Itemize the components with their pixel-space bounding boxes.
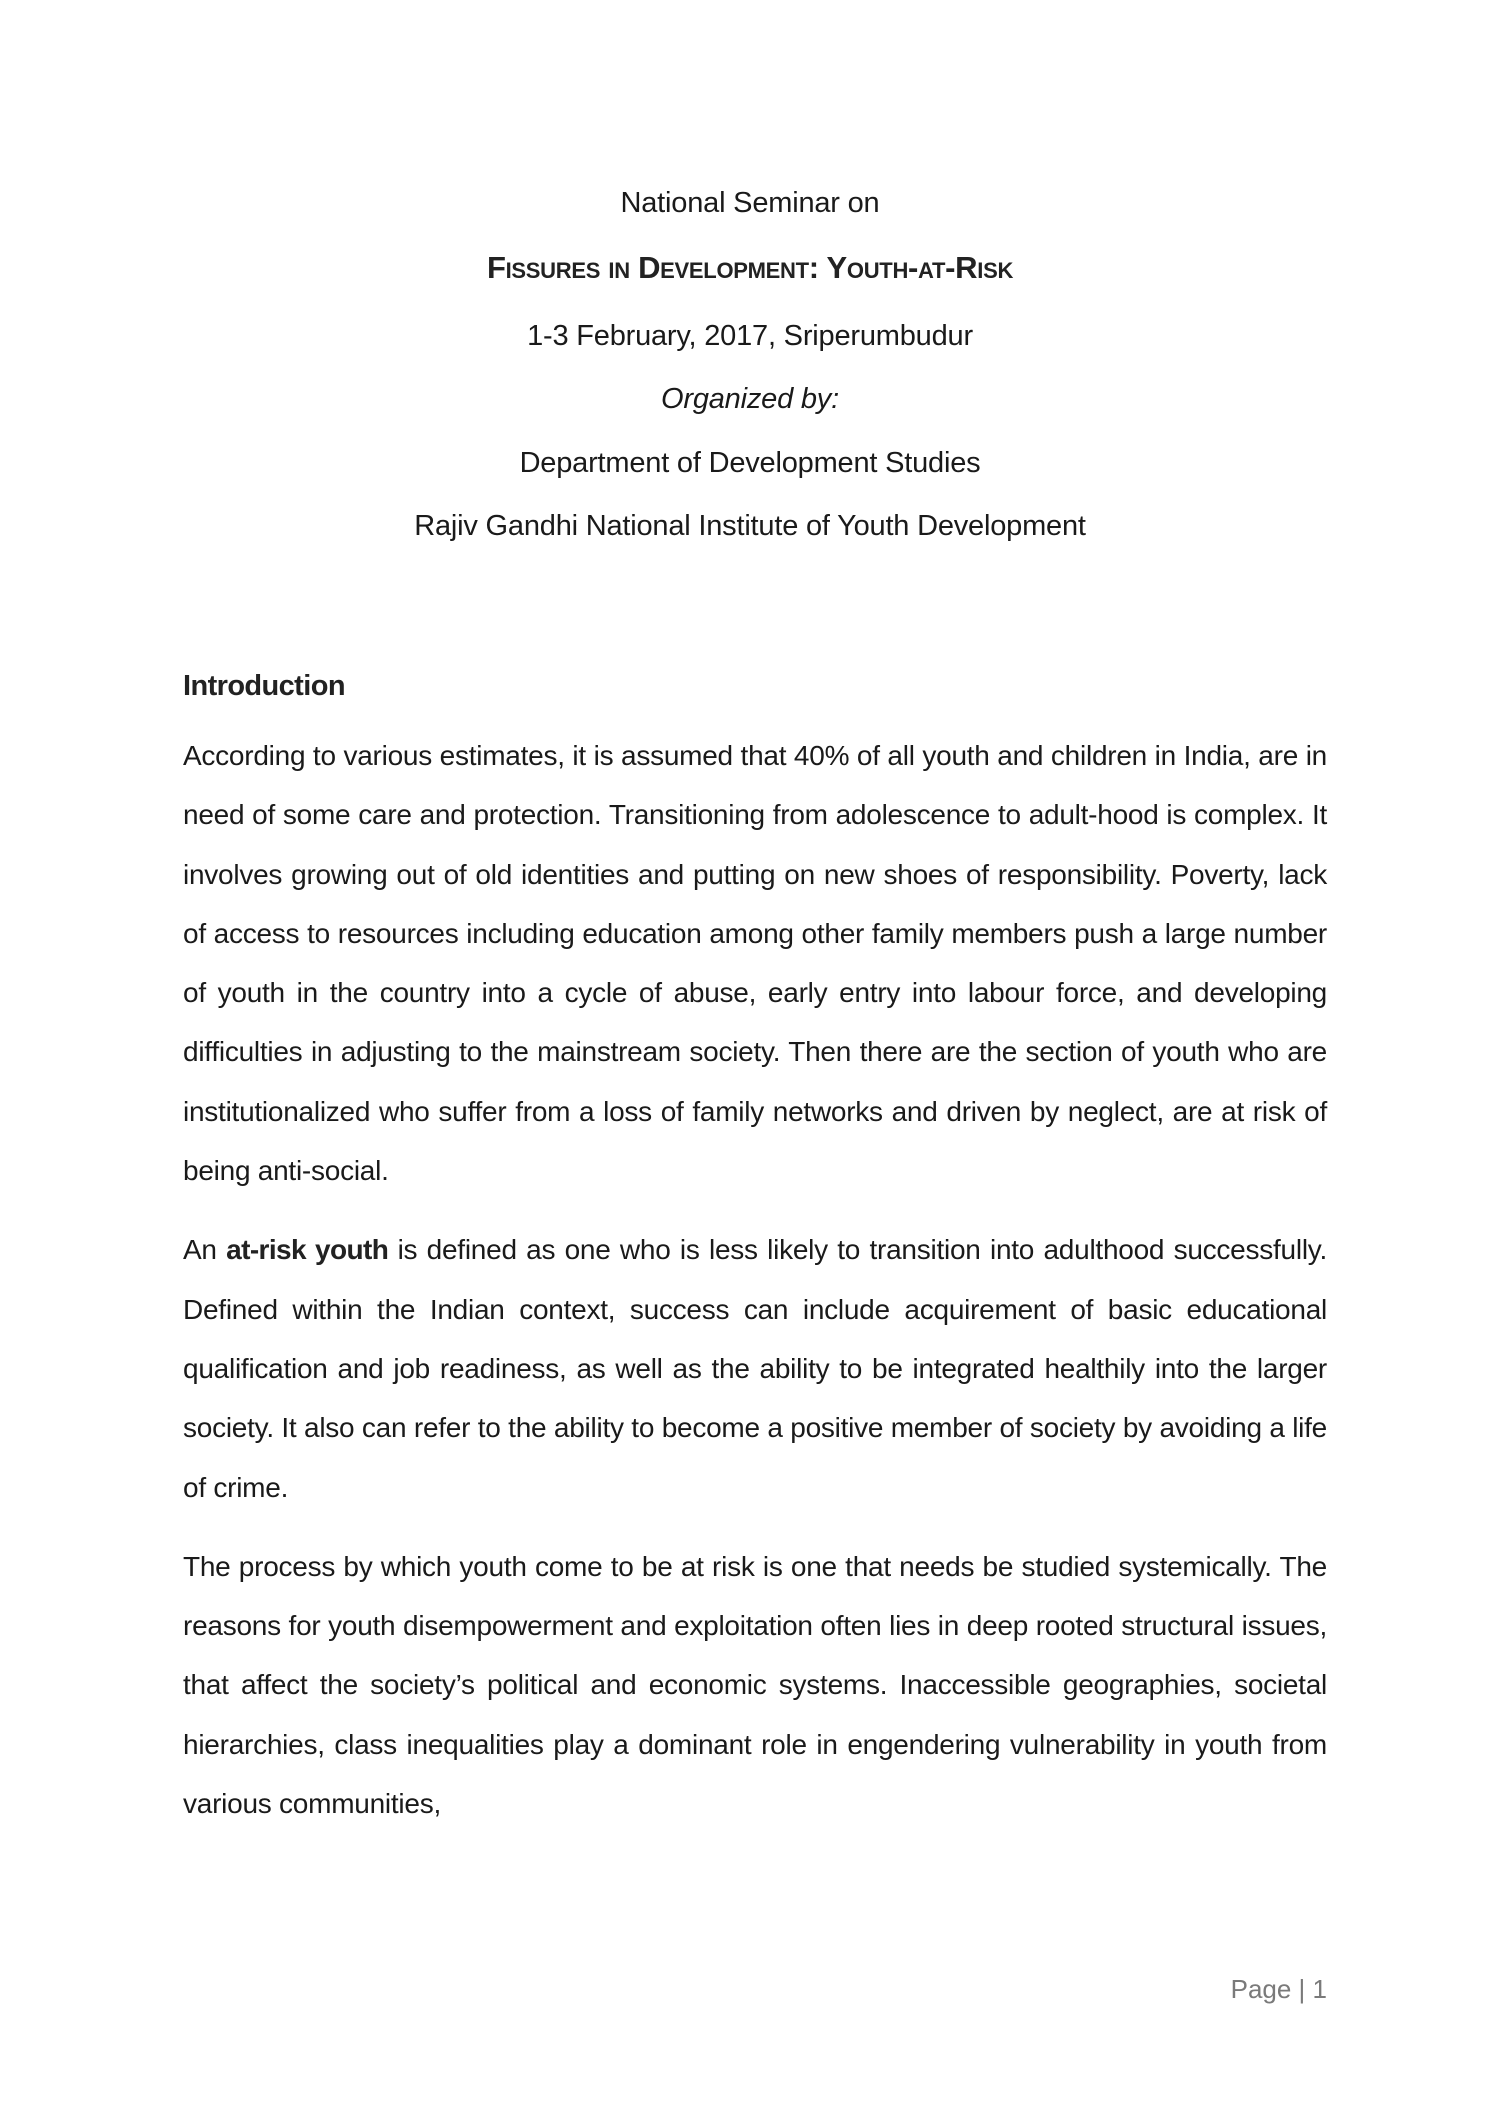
paragraph-3 xyxy=(183,1537,1327,1833)
introduction-section xyxy=(183,668,1327,1853)
seminar-title: Fissures in Development: Youth-at-Risk xyxy=(486,250,1014,285)
date-venue: 1-3 February, 2017, Sriperumbudur xyxy=(527,320,973,352)
paragraph-1 xyxy=(183,726,1327,1200)
organized-by-label: Organized by: xyxy=(661,383,839,415)
seminar-intro-line: National Seminar on xyxy=(620,187,880,219)
paragraph-2-text: is defined as one who is less likely to transition into adulthood successfully. Defined within the Indian context, success can include acquirement of basic educational qualification and job readiness, as well as the ability to be integrated healthily into the larger society. It also can refer to the ability to become a positive member of society by avoiding a life of crime. xyxy=(183,1234,1328,1503)
department-name: Department of Development Studies xyxy=(519,447,981,479)
page-number: Page | 1 xyxy=(1230,1974,1327,2004)
institute-name: Rajiv Gandhi National Institute of Youth Development xyxy=(414,510,1086,542)
paragraph-3-text: The process by which youth come to be at risk is one that needs be studied systemically. The reasons for youth disempowerment and exploitation often lies in deep rooted structural issues, that affect the society’s political and economic systems. Inaccessible geographies, societal hierarchies, class inequalities play a dominant role in engendering vulnerability in youth from various communities, xyxy=(183,1550,1327,1820)
section-heading: Introduction xyxy=(183,670,345,702)
paragraph-2-prefix: An xyxy=(183,1234,227,1266)
paragraph-2 xyxy=(183,1220,1327,1516)
paragraph-1-text: According to various estimates, it is assumed that 40% of all youth and children in India, are in need of some care and protection. Transitioning from adolescence to adult-hood is complex. It involves growing out of old identities and putting on new shoes of responsibility. Poverty, lack of access to resources including education among other family members push a large number of youth in the country into a cycle of abuse, early entry into labour force, and developing difficulties in adjusting to the mainstream society. Then there are the section of youth who are institutionalized who suffer from a loss of family networks and driven by neglect, are at risk of being anti-social. xyxy=(183,740,1327,1187)
at-risk-youth-term: at-risk youth xyxy=(226,1234,389,1266)
